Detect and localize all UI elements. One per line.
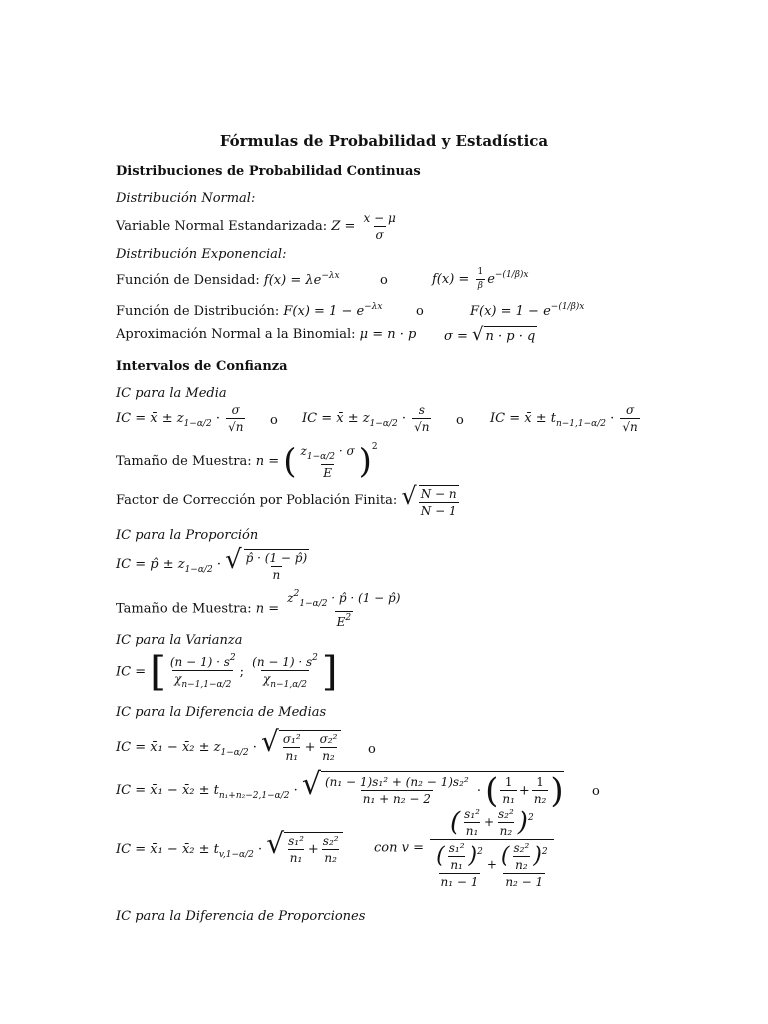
page-title: Fórmulas de Probabilidad y Estadística (219, 132, 549, 150)
formula-ci-variance: IC = [ $\frac{(n - 1) \cdot s^2}{\chi_{n-1,1-\alpha/2}}$ ; $\frac{(n - 1) \cdot s^2}{\chi_{n-1,\alpha/2}}$ ] (116, 649, 338, 695)
or-text: o (380, 273, 388, 288)
or-text: o (456, 413, 464, 428)
formula-distribution-alt: $F(x) = 1 - e^{-(1/\beta)x}$ (470, 302, 585, 319)
subheading-ci-variance: IC para la Varianza (116, 633, 243, 648)
formula-binomial-sigma: σ = √ n · p · q (444, 324, 536, 345)
subheading-exponential: Distribución Exponencial: (116, 247, 287, 262)
formula-ci-proportion: IC = p̂ ± $z_{1-\alpha/2}$ · √ $\frac{p̂ \cdot (1 - p̂)}{n}$ (116, 545, 308, 582)
formula-ci-mean-t: IC = x̄ ± $t_{n-1,1-\alpha/2}$ · $\frac{\sigma}{√n}$ (490, 403, 638, 434)
subheading-ci-mean-diff: IC para la Diferencia de Medias (116, 705, 327, 720)
formula-finite-correction: Factor de Corrección por Población Finita: √ $\frac{N - n}{N - 1}$ (116, 482, 457, 518)
formula-ci-mean-diff-welch: IC = x̄₁ − x̄₂ ± $t_{v,1-\alpha/2}$ · √ $\frac{\text{s₁²}}{\text{n₁}}$ + $\frac{\text{s₂²}}{\text{n₂}}$ (116, 830, 343, 864)
section-heading-continuous: Distribuciones de Probabilidad Continuas (116, 164, 421, 179)
subheading-ci-proportion: IC para la Proporción (116, 528, 259, 543)
or-text: o (270, 413, 278, 428)
formula-density: Función de Densidad: $f(x) = \lambda e^{-\lambda x}$ (116, 271, 340, 288)
or-text: o (368, 742, 376, 757)
or-text: o (416, 304, 424, 319)
formula-ci-mean-z-sigma: IC = x̄ ± $z_{1-\alpha/2}$ · $\frac{\sigma}{√n}$ (116, 403, 244, 434)
formula-ci-mean-z-s: IC = x̄ ± $z_{1-\alpha/2}$ · $\frac{s}{√n}$ (302, 403, 430, 434)
formula-ci-mean-diff-pooled: IC = x̄₁ − x̄₂ ± $t_{n_1+n_2-2,1-\alpha/2}$ · √ $\frac{\text{(n₁ − 1)s₁² + (n₂ − 1)s₂²}}{\text{n₁ + n₂ − 2}}$ · ( $\frac{1}{\text{n₁}}$ + $\frac{1}{\text{n₂}}$ ) (116, 767, 564, 811)
formula-binomial-approx: Aproximación Normal a la Binomial: μ = n · p (116, 327, 417, 342)
or-text: o (592, 784, 600, 799)
subheading-ci-mean: IC para la Media (116, 386, 227, 401)
formula-welch-v: con v = ( $\frac{\text{s₁²}}{\text{n₁}}$ + $\frac{\text{s₂²}}{\text{n₂}}$ )$^2$ ( $\frac{\text{s₁²}}{\text{n₁}}$ )$^2$ n₁ − 1 + ( $\frac{\text{s₂²}}{\text{n₂}}$ )$^2$ n₂ − 1 (374, 808, 556, 888)
formula-sample-size-proportion: Tamaño de Muestra: n = $\frac{z^2_{1-\alpha/2} \cdot p̂ \cdot (1 - p̂)}{E^2}$ (116, 589, 401, 629)
formula-standardized-variable: Variable Normal Estandarizada: Z = $\frac{x - \mu}{\sigma}$ (116, 211, 396, 242)
subheading-normal: Distribución Normal: (116, 191, 256, 206)
subheading-ci-prop-diff: IC para la Diferencia de Proporciones (116, 909, 366, 924)
formula-density-alt: f(x) = $\frac{1}{\beta}$ $e^{-(1/\beta)x}$ (432, 267, 529, 291)
formula-sample-size-mean: Tamaño de Muestra: n = ( $\frac{z_{1-\alpha/2} \cdot \sigma}{E}$ )$^2$ (116, 441, 378, 482)
formula-ci-mean-diff-z: IC = x̄₁ − x̄₂ ± $z_{1-\alpha/2}$ · √ $\frac{\text{σ₁²}}{\text{n₁}}$ + $\frac{\text{σ₂²}}{\text{n₂}}$ (116, 728, 341, 762)
section-heading-ci: Intervalos de Confianza (116, 359, 288, 374)
formula-distribution: Función de Distribución: $F(x) = 1 - e^{-\lambda x}$ (116, 302, 383, 319)
